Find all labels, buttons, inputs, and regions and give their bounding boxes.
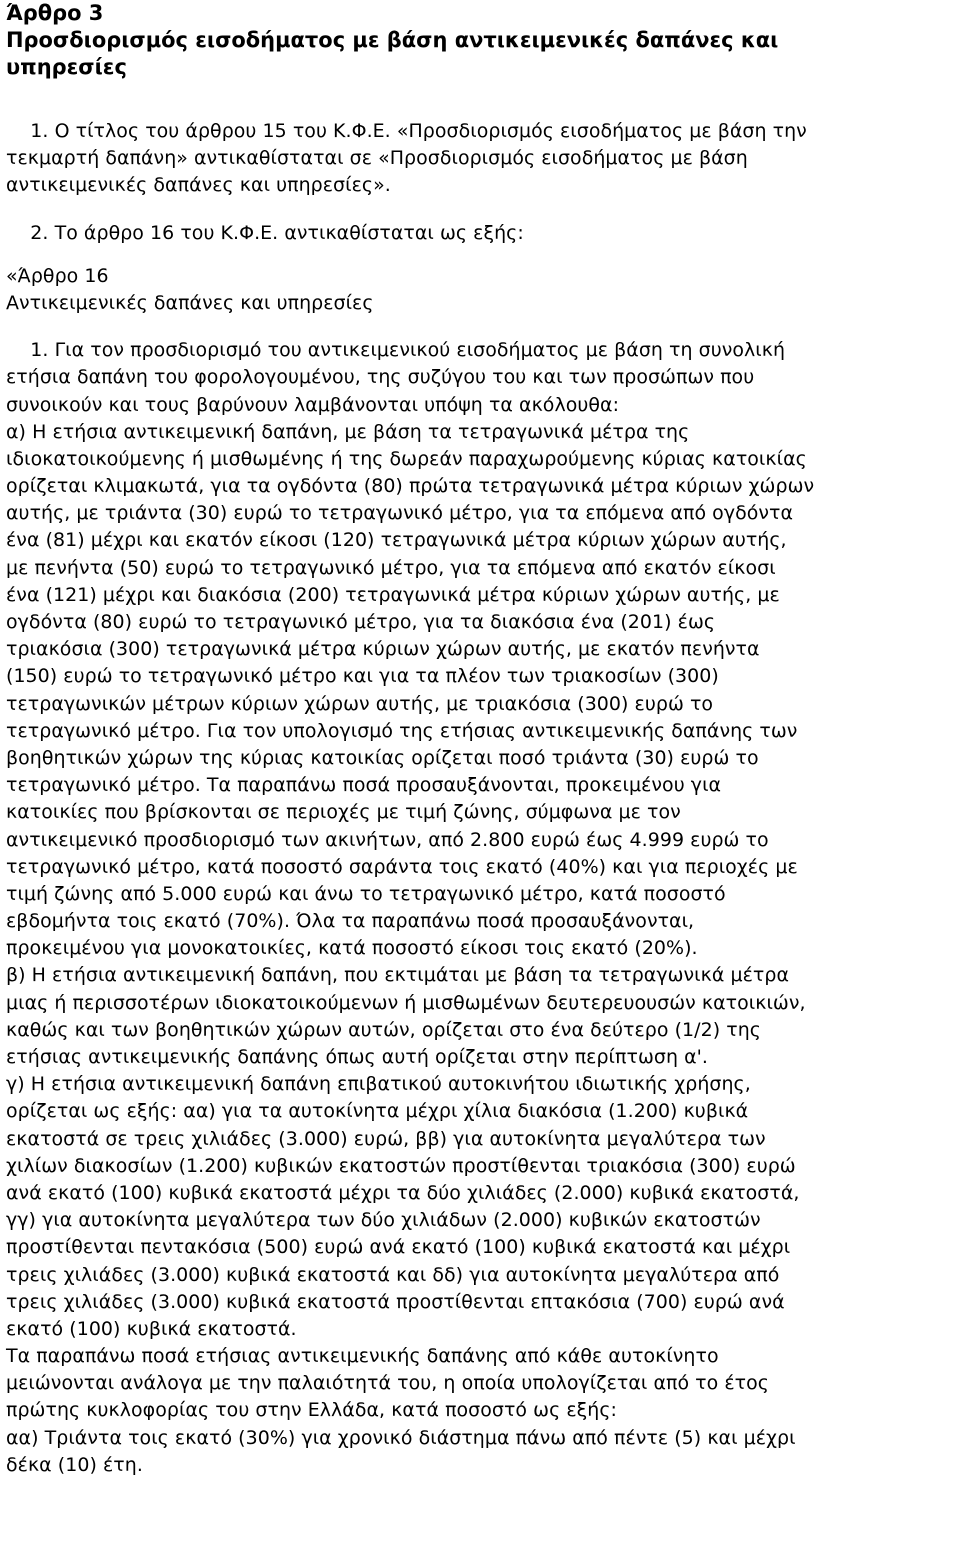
- document-page: [6, 0, 956, 1479]
- body-text-line: πρώτης κυκλοφορίας του στην Ελλάδα, κατά ποσοστό ως εξής:: [6, 1399, 617, 1422]
- body-text-line: τιμή ζώνης από 5.000 ευρώ και άνω το τετραγωνικό μέτρο, κατά ποσοστό: [6, 882, 726, 905]
- body-text-line: τρεις χιλιάδες (3.000) κυβικά εκατοστά και δδ) για αυτοκίνητα μεγαλύτερα από: [6, 1263, 780, 1286]
- body-text-line: αυτής, με τριάντα (30) ευρώ το τετραγωνικό μέτρο, για τα επόμενα από ογδόντα: [6, 502, 794, 525]
- body-text-line: εβδομήντα τοις εκατό (70%). Όλα τα παραπάνω ποσά προσαυξάνονται,: [6, 910, 695, 933]
- body-text-line: εκατοστά σε τρεις χιλιάδες (3.000) ευρώ, ββ) για αυτοκίνητα μεγαλύτερα των: [6, 1127, 766, 1150]
- body-text-line: τριακόσια (300) τετραγωνικά μέτρα κύριων χώρων αυτής, με εκατόν πενήντα: [6, 638, 760, 661]
- body-text-line: αα) Τριάντα τοις εκατό (30%) για χρονικό διάστημα πάνω από πέντε (5) και μέχρι: [6, 1426, 796, 1449]
- body-text-line: ιδιοκατοικούμενης ή μισθωμένης ή της δωρεάν παραχωρούμενης κύριας κατοικίας: [6, 447, 807, 470]
- body-text-line: τετραγωνικό μέτρο. Τα παραπάνω ποσά προσαυξάνονται, προκειμένου για: [6, 774, 722, 797]
- article-title-line-2: υπηρεσίες: [6, 55, 127, 79]
- body-text-line: 1. Για τον προσδιορισμό του αντικειμενικού εισοδήματος με βάση τη συνολική: [6, 339, 786, 362]
- body-text-line: τετραγωνικό μέτρο, κατά ποσοστό σαράντα τοις εκατό (40%) και για περιοχές με: [6, 855, 798, 878]
- body-text-line: αντικειμενικό προσδιορισμό των ακινήτων, από 2.800 ευρώ έως 4.999 ευρώ το: [6, 828, 769, 851]
- body-text-line: ογδόντα (80) ευρώ το τετραγωνικό μέτρο, για τα διακόσια ένα (201) έως: [6, 611, 716, 633]
- item-1-line: αντικειμενικές δαπάνες και υπηρεσίες».: [6, 174, 391, 197]
- body-text-line: ένα (121) μέχρι και διακόσια (200) τετραγωνικά μέτρα κύριων χώρων αυτής, με: [6, 583, 780, 606]
- body-text-line: ετήσιας αντικειμενικής δαπάνης όπως αυτή ορίζεται στην περίπτωση α'.: [6, 1046, 708, 1068]
- body-text-line: χιλίων διακοσίων (1.200) κυβικών εκατοστών προστίθενται τριακόσια (300) ευρώ: [6, 1154, 796, 1177]
- article-title-line-1: Προσδιορισμός εισοδήματος με βάση αντικειμενικές δαπάνες και: [6, 28, 779, 52]
- body-text-line: προστίθενται πεντακόσια (500) ευρώ ανά εκατό (100) κυβικά εκατοστά και μέχρι: [6, 1236, 791, 1259]
- body-text-line: τετραγωνικών μέτρων κύριων χώρων αυτής, με τριακόσια (300) ευρώ το: [6, 692, 714, 715]
- body-text-line: βοηθητικών χώρων της κύριας κατοικίας ορίζεται ποσό τριάντα (30) ευρώ το: [6, 746, 759, 769]
- article-16-number: «Άρθρο 16: [6, 264, 109, 287]
- item-2-line: 2. Το άρθρο 16 του Κ.Φ.Ε. αντικαθίσταται ως εξής:: [6, 221, 524, 244]
- body-text-line: μειώνονται ανάλογα με την παλαιότητά του, η οποία υπολογίζεται από το έτος: [6, 1372, 769, 1395]
- item-1-line: τεκμαρτή δαπάνη» αντικαθίσταται σε «Προσδιορισμός εισοδήματος με βάση: [6, 147, 748, 170]
- body-text-line: γ) Η ετήσια αντικειμενική δαπάνη επιβατικού αυτοκινήτου ιδιωτικής χρήσης,: [6, 1073, 751, 1096]
- body-text-line: προκειμένου για μονοκατοικίες, κατά ποσοστό είκοσι τοις εκατό (20%).: [6, 937, 698, 960]
- body-text-line: καθώς και των βοηθητικών χώρων αυτών, ορίζεται στο ένα δεύτερο (1/2) της: [6, 1018, 761, 1041]
- body-text-line: ορίζεται ως εξής: αα) για τα αυτοκίνητα μέχρι χίλια διακόσια (1.200) κυβικά: [6, 1100, 749, 1123]
- body-text-line: συνοικούν και τους βαρύνουν λαμβάνονται υπόψη τα ακόλουθα:: [6, 393, 620, 416]
- article-16-body: [6, 337, 956, 1479]
- body-text-line: τετραγωνικό μέτρο. Για τον υπολογισμό της ετήσιας αντικειμενικής δαπάνης των: [6, 719, 798, 742]
- body-text-line: μιας ή περισσοτέρων ιδιοκατοικούμενων ή μισθωμένων δευτερευουσών κατοικιών,: [6, 991, 806, 1014]
- body-text-line: (150) ευρώ το τετραγωνικό μέτρο και για τα πλέον των τριακοσίων (300): [6, 665, 719, 688]
- body-text-line: γγ) για αυτοκίνητα μεγαλύτερα των δύο χιλιάδων (2.000) κυβικών εκατοστών: [6, 1209, 761, 1232]
- article-heading: [6, 0, 956, 81]
- item-1-line: 1. Ο τίτλος του άρθρου 15 του Κ.Φ.Ε. «Προσδιορισμός εισοδήματος με βάση την: [6, 120, 807, 142]
- body-text-line: ετήσια δαπάνη του φορολογουμένου, της συζύγου του και των προσώπων που: [6, 366, 755, 389]
- body-text-line: β) Η ετήσια αντικειμενική δαπάνη, που εκτιμάται με βάση τα τετραγωνικά μέτρα: [6, 964, 790, 987]
- body-text-line: ένα (81) μέχρι και εκατόν είκοσι (120) τετραγωνικά μέτρα κύριων χώρων αυτής,: [6, 529, 787, 552]
- item-1-paragraph: [6, 118, 956, 200]
- body-text-line: τρεις χιλιάδες (3.000) κυβικά εκατοστά προστίθενται επτακόσια (700) ευρώ ανά: [6, 1290, 785, 1313]
- article-number: Άρθρο 3: [6, 1, 104, 25]
- body-text-line: εκατό (100) κυβικά εκατοστά.: [6, 1317, 297, 1340]
- article-16-heading: [6, 263, 956, 317]
- body-text-line: κατοικίες που βρίσκονται σε περιοχές με τιμή ζώνης, σύμφωνα με τον: [6, 801, 681, 824]
- body-text-line: ανά εκατό (100) κυβικά εκατοστά μέχρι τα δύο χιλιάδες (2.000) κυβικά εκατοστά,: [6, 1181, 800, 1204]
- item-2-paragraph: [6, 220, 956, 247]
- body-text-line: ορίζεται κλιμακωτά, για τα ογδόντα (80) πρώτα τετραγωνικά μέτρα κύριων χώρων: [6, 475, 815, 498]
- body-text-line: α) Η ετήσια αντικειμενική δαπάνη, με βάση τα τετραγωνικά μέτρα της: [6, 420, 690, 443]
- body-text-line: δέκα (10) έτη.: [6, 1453, 143, 1476]
- article-16-title: Αντικειμενικές δαπάνες και υπηρεσίες: [6, 291, 374, 314]
- body-text-line: με πενήντα (50) ευρώ το τετραγωνικό μέτρο, για τα επόμενα από εκατόν είκοσι: [6, 556, 776, 579]
- body-text-line: Τα παραπάνω ποσά ετήσιας αντικειμενικής δαπάνης από κάθε αυτοκίνητο: [6, 1345, 719, 1368]
